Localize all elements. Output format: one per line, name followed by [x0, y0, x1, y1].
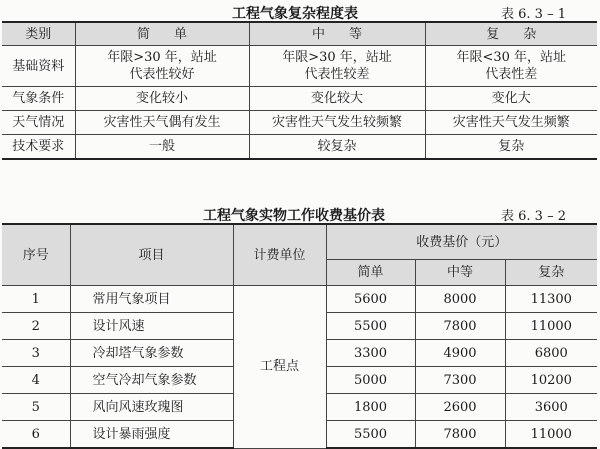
cell-simple: 年限>30 年，站址 代表性较好: [75, 46, 249, 87]
cell-no: 2: [2, 313, 70, 340]
cell-complex: 11000: [505, 313, 597, 340]
header-simple: 简单: [75, 22, 249, 46]
header-medium: 中等: [249, 22, 425, 46]
cell-medium: 灾害性天气发生较频繁: [249, 111, 425, 135]
cell-complex: 灾害性天气发生频繁: [425, 111, 597, 135]
cell-complex: 6800: [505, 340, 597, 367]
cell-simple: 一般: [75, 135, 249, 160]
cell-complex: 年限<30 年，站址 代表性差: [425, 46, 597, 87]
cell-medium: 7300: [415, 367, 505, 394]
cell-simple: 5500: [326, 421, 415, 449]
cell-simple: 3300: [326, 340, 415, 367]
cell-simple: 变化较小: [75, 87, 249, 111]
header-medium: 中等: [415, 260, 505, 286]
cell-medium: 4900: [415, 340, 505, 367]
header-unit: 计费单位: [233, 224, 326, 286]
price-table: [2, 223, 597, 449]
row-label: 基础资料: [2, 46, 75, 87]
cell-simple: 5600: [326, 286, 415, 313]
cell-simple: 5000: [326, 367, 415, 394]
table2-title: 工程气象实物工作收费基价表: [203, 208, 385, 224]
cell-complex: 11000: [505, 421, 597, 449]
cell-no: 5: [2, 394, 70, 421]
cell-medium: 2600: [415, 394, 505, 421]
cell-item: 空气冷却气象参数: [70, 367, 233, 394]
header-simple: 简单: [326, 260, 415, 286]
row-label: 技术要求: [2, 135, 75, 160]
cell-medium: 7800: [415, 421, 505, 449]
cell-complex: 3600: [505, 394, 597, 421]
cell-no: 3: [2, 340, 70, 367]
header-item: 项目: [70, 224, 233, 286]
cell-item: 常用气象项目: [70, 286, 233, 313]
table2-number: 表 6. 3 – 2: [501, 209, 566, 224]
cell-medium: 8000: [415, 286, 505, 313]
header-price: 收费基价（元）: [326, 224, 597, 260]
header-complex: 复杂: [425, 22, 597, 46]
table-row: [2, 87, 597, 111]
cell-complex: 10200: [505, 367, 597, 394]
cell-medium: 变化较大: [249, 87, 425, 111]
table-row: [2, 286, 597, 313]
cell-no: 6: [2, 421, 70, 449]
table-row: [2, 135, 597, 160]
cell-item: 设计风速: [70, 313, 233, 340]
table-row: [2, 46, 597, 87]
cell-simple: 1800: [326, 394, 415, 421]
row-label: 天气情况: [2, 111, 75, 135]
cell-medium: 7800: [415, 313, 505, 340]
cell-complex: 11300: [505, 286, 597, 313]
cell-item: 冷却塔气象参数: [70, 340, 233, 367]
cell-simple: 5500: [326, 313, 415, 340]
table-row: [2, 111, 597, 135]
complexity-table: [2, 21, 597, 160]
cell-medium: 年限>30 年，站址 代表性较差: [249, 46, 425, 87]
cell-item: 设计暴雨强度: [70, 421, 233, 449]
table1-title: 工程气象复杂程度表: [232, 6, 358, 22]
cell-unit: 工程点: [233, 286, 326, 449]
cell-item: 风向风速玫瑰图: [70, 394, 233, 421]
header-category: 类别: [2, 22, 75, 46]
cell-no: 4: [2, 367, 70, 394]
cell-medium: 较复杂: [249, 135, 425, 160]
cell-complex: 复杂: [425, 135, 597, 160]
table1-number: 表 6. 3 – 1: [501, 7, 566, 22]
cell-simple: 灾害性天气偶有发生: [75, 111, 249, 135]
header-complex: 复杂: [505, 260, 597, 286]
row-label: 气象条件: [2, 87, 75, 111]
cell-no: 1: [2, 286, 70, 313]
header-no: 序号: [2, 224, 70, 286]
cell-complex: 变化大: [425, 87, 597, 111]
